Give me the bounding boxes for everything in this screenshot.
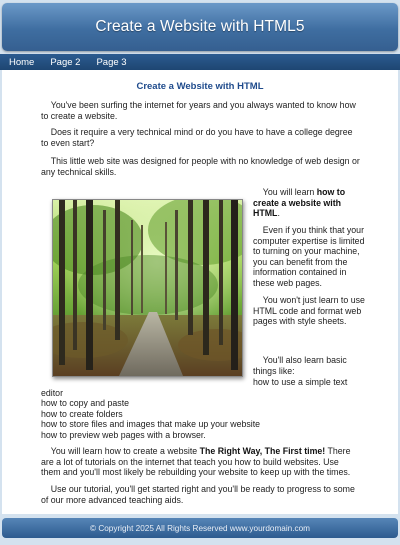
copyright-text: © Copyright 2025 All Rights Reserved www.yourdomain.com: [90, 523, 310, 533]
intro-paragraph-3: This little web site was designed for people with no knowledge of web design or any technical skills.: [41, 156, 360, 177]
side-paragraph-2: Even if you think that your computer expertise is limited to turning on your machine, you can benefit from the information contained in these web pages.: [253, 225, 365, 288]
side-paragraph-1: You will learn how to create a website with HTML.: [253, 187, 346, 218]
list-item: how to copy and paste: [41, 398, 130, 408]
nav-page3-link[interactable]: Page 3: [96, 56, 127, 68]
list-item: how to preview web pages with a browser.: [41, 429, 206, 440]
list-item: how to use a simple text: [253, 377, 348, 387]
site-footer: [2, 518, 398, 538]
site-header: [2, 3, 398, 51]
forest-path-image: [52, 199, 243, 377]
list-item: how to create folders: [41, 408, 123, 419]
skills-list-rest: [41, 398, 361, 440]
side-paragraph-3: You won't just learn to use HTML code and format web pages with style sheets.: [253, 295, 365, 326]
closing-paragraph-1: You will learn how to create a website The Right Way, The First time! There are a lot of tutorials on the internet that teach you how to build websites. Use them and you'll most likely be rebuilding your website to keep up with the times.: [41, 446, 351, 477]
list-item: editor: [41, 388, 64, 398]
closing-paragraph-2: Use our tutorial, you'll get started right and you'll be ready to progress to some of our more advanced teaching aids.: [41, 484, 355, 505]
side-paragraph-4: You'll also learn basic things like:: [253, 355, 347, 376]
nav-page2-link[interactable]: Page 2: [50, 56, 81, 68]
list-item: how to store files and images that make up your website: [41, 419, 261, 429]
nav-home-link[interactable]: Home: [9, 56, 35, 68]
site-title: Create a Website with HTML5: [95, 18, 305, 35]
page-title: Create a Website with HTML: [136, 81, 264, 92]
intro-paragraph-2: Does it require a very technical mind or do you have to have a college degree to even start?: [41, 127, 353, 148]
main-content: [2, 70, 398, 514]
intro-paragraph-1: You've been surfing the internet for years and you always wanted to know how to create a website.: [41, 100, 356, 121]
main-nav: [0, 54, 400, 70]
